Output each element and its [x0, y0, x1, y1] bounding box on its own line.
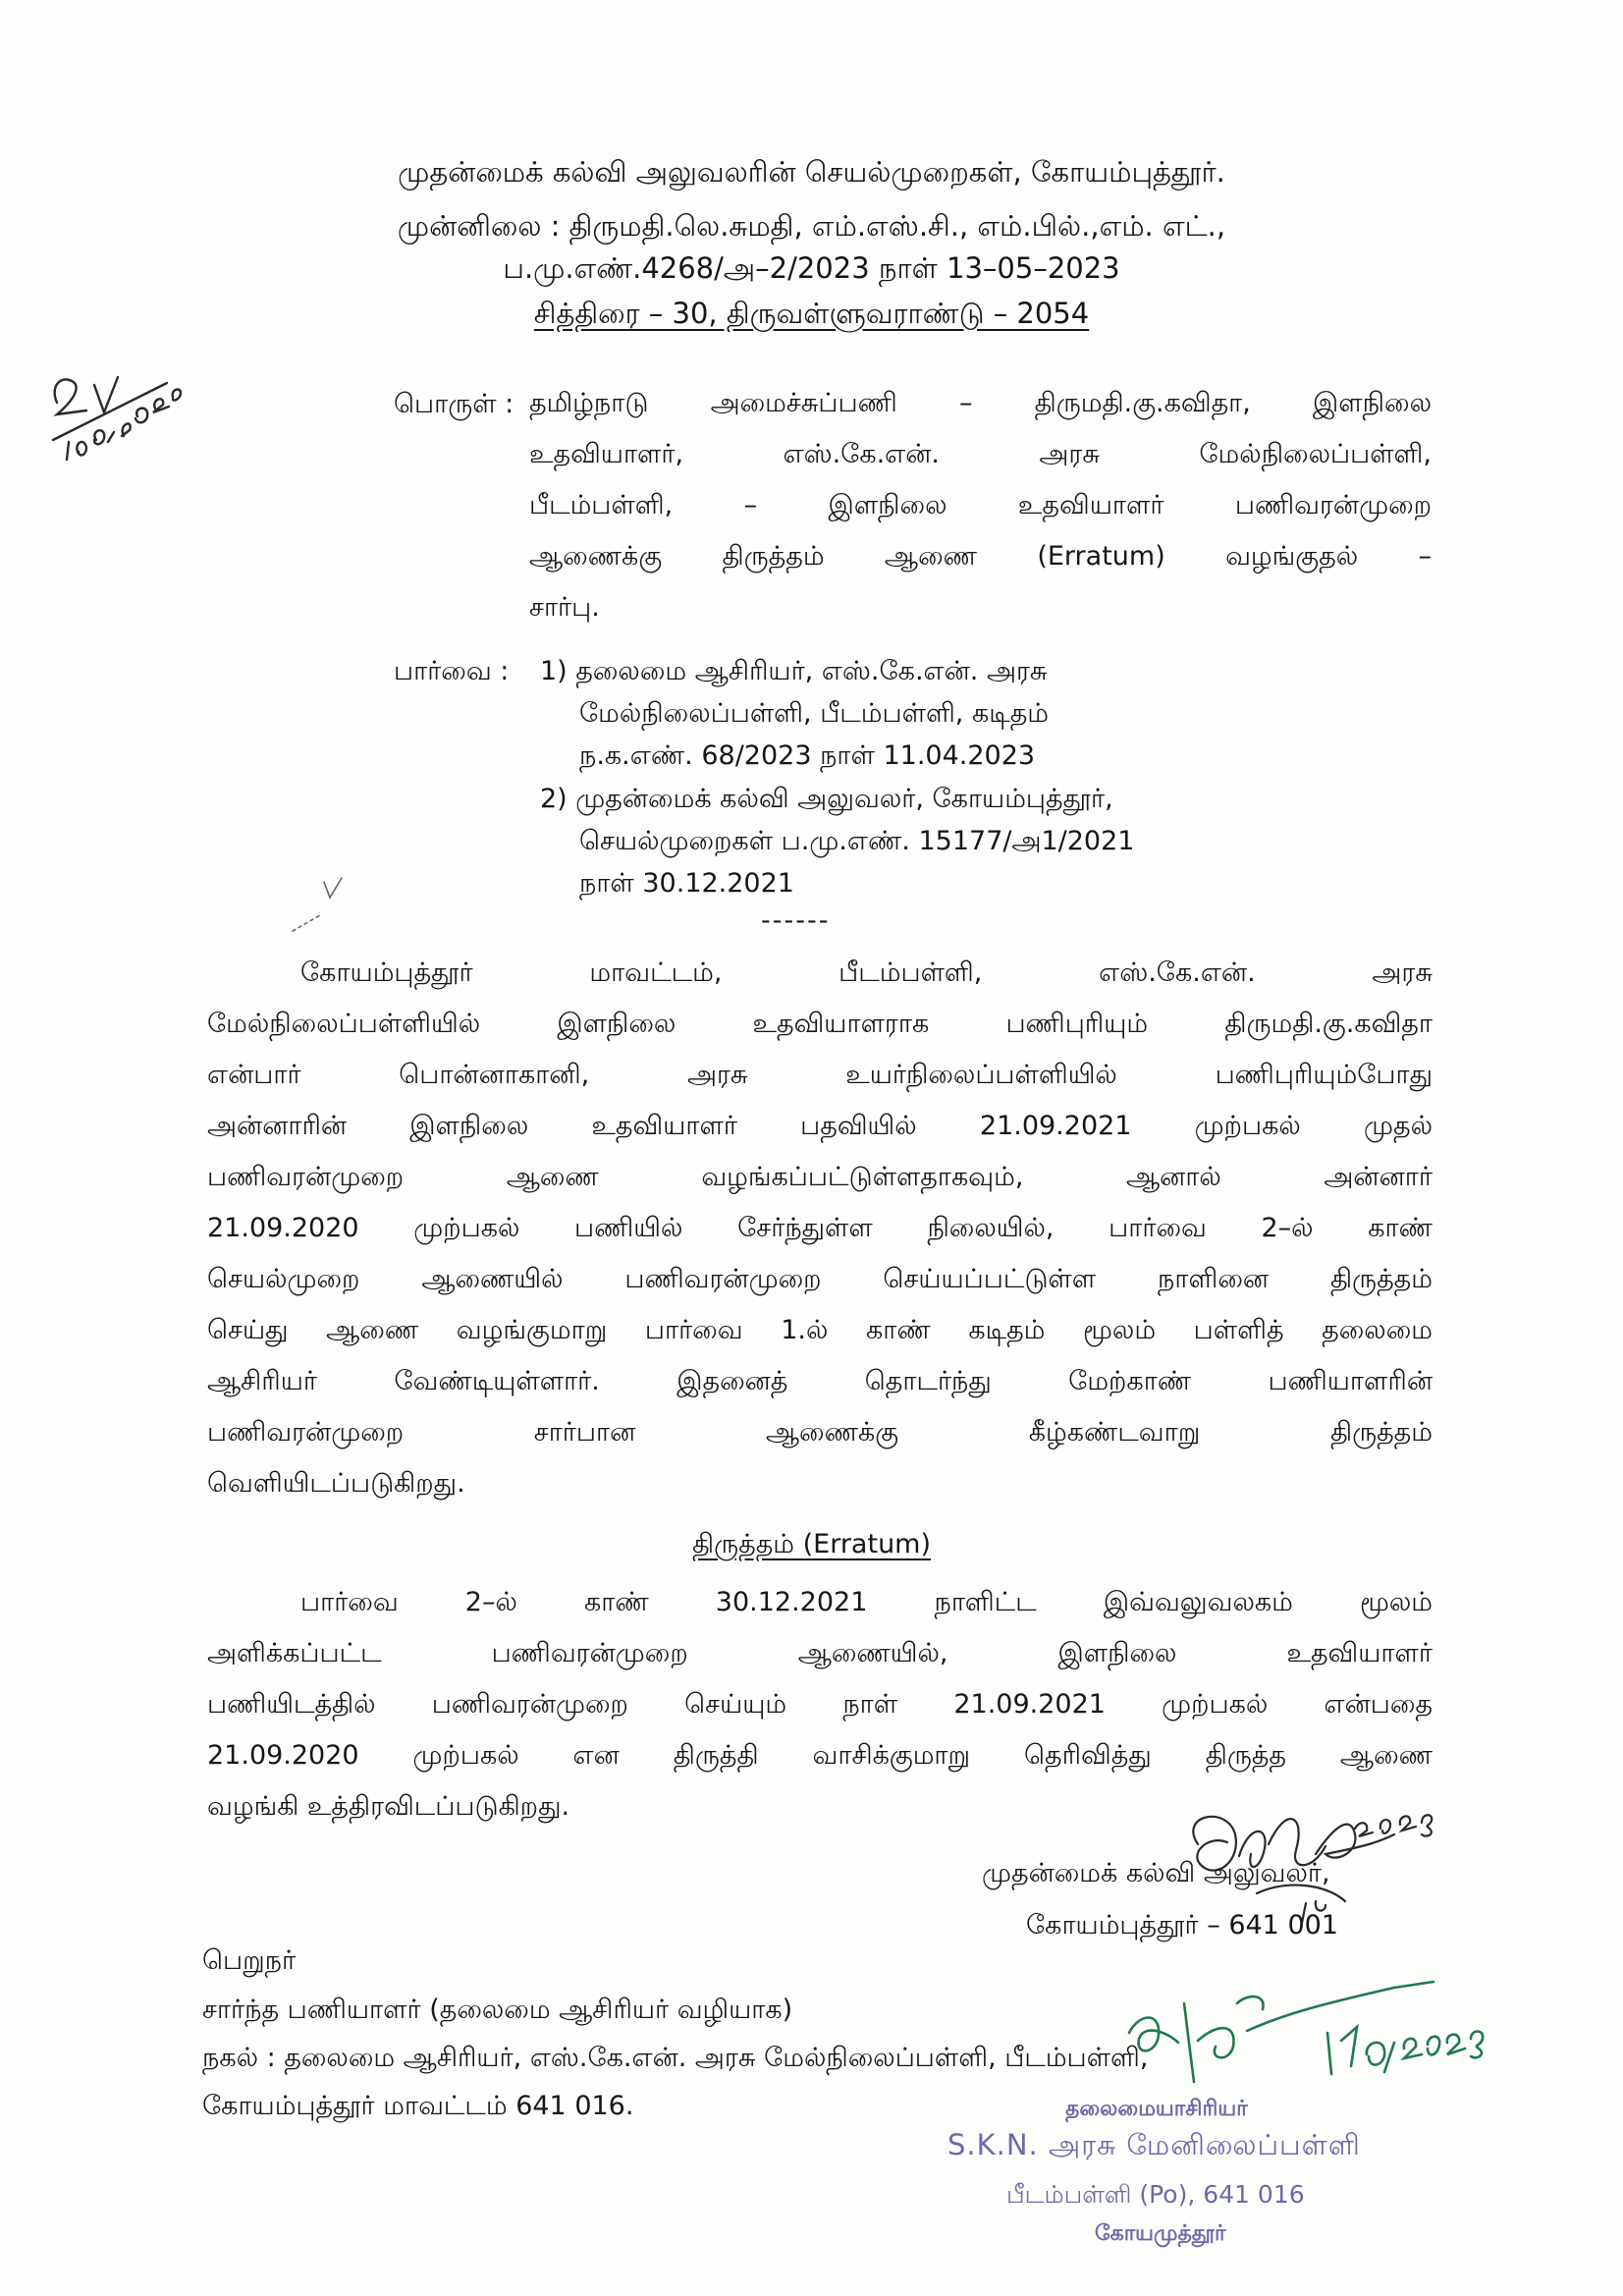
tamil-date-line — [0, 297, 1623, 334]
body-line: செயல்முறை ஆணையில் பணிவரன்முறை செய்யப்பட்டுள்ள நாளினை திருத்தம் — [207, 1264, 1433, 1294]
erratum-line: பணியிடத்தில் பணிவரன்முறை செய்யும் நாள் 21.09.2021 முற்பகல் என்பதை — [207, 1689, 1433, 1720]
proceedings-number: ப.மு.எண்.4268/அ–2/2023 நாள் 13–05–2023 — [503, 251, 1120, 285]
reference-1-line: மேல்நிலைப்பள்ளி, பீடம்பள்ளி, கடிதம் — [579, 698, 1050, 729]
reference-1-line: 1) தலைமை ஆசிரியர், எஸ்.கே.என். அரசு — [540, 656, 1048, 686]
subject-line: பீடம்பள்ளி, – இளநிலை உதவியாளர் பணிவரன்முறை — [529, 490, 1432, 520]
reference-2-line: நாள் 30.12.2021 — [579, 868, 794, 899]
signatory-place: கோயம்புத்தூர் – 641 001 — [1026, 1910, 1338, 1941]
erratum-line: பார்வை 2–ல் காண் 30.12.2021 நாளிட்ட இவ்வலுவலகம் மூலம் — [300, 1587, 1433, 1617]
stamp-line-1: தலைமையாசிரியர் — [1065, 2097, 1248, 2121]
erratum-heading-text: திருத்தம் (Erratum) — [691, 1529, 932, 1559]
body-line: செய்து ஆணை வழங்குமாறு பார்வை 1.ல் காண் கடிதம் மூலம் பள்ளித் தலைமை — [207, 1315, 1433, 1345]
body-line: வெளியிடப்படுகிறது. — [207, 1468, 465, 1499]
body-line: மேல்நிலைப்பள்ளியில் இளநிலை உதவியாளராக பணிபுரியும் திருமதி.கு.கவிதா — [207, 1009, 1433, 1039]
signatory-title: முதன்மைக் கல்வி அலுவலர், — [982, 1858, 1330, 1888]
tamil-date-text: சித்திரை – 30, திருவள்ளுவராண்டு – 2054 — [533, 297, 1090, 330]
body-line: ஆசிரியர் வேண்டியுள்ளார். இதனைத் தொடர்ந்து மேற்காண் பணியாளரின் — [207, 1366, 1433, 1396]
erratum-line: 21.09.2020 முற்பகல் என திருத்தி வாசிக்குமாறு தெரிவித்து திருத்த ஆணை — [207, 1740, 1433, 1771]
reference-2-line: 2) முதன்மைக் கல்வி அலுவலர், கோயம்புத்தூர், — [540, 784, 1113, 814]
body-paragraph — [207, 948, 1433, 1509]
subject-line: சார்பு. — [529, 592, 600, 623]
headmaster-green-signature — [1100, 1964, 1502, 2102]
recipient-label: பெறுநர் — [202, 1945, 297, 1976]
subject-line: தமிழ்நாடு அமைச்சுப்பணி – திருமதி.கு.கவிதா, இளநிலை — [529, 388, 1432, 418]
body-line: அன்னாரின் இளநிலை உதவியாளர் பதவியில் 21.09.2021 முற்பகல் முதல் — [207, 1111, 1433, 1141]
erratum-line: அளிக்கப்பட்ட பணிவரன்முறை ஆணையில், இளநிலை உதவியாளர் — [207, 1638, 1433, 1668]
margin-tick-mark — [285, 872, 363, 941]
handwritten-initials-date — [39, 334, 206, 471]
subject-line: ஆணைக்கு திருத்தம் ஆணை (Erratum) வழங்குதல் – — [529, 541, 1432, 572]
body-line: பணிவரன்முறை சார்பான ஆணைக்கு கீழ்கண்டவாறு திருத்தம் — [207, 1417, 1433, 1448]
stamp-address: பீடம்பள்ளி (Po), 641 016 — [1006, 2180, 1305, 2209]
erratum-heading — [0, 1529, 1623, 1563]
copy-to-line: கோயம்புத்தூர் மாவட்டம் 641 016. — [202, 2091, 634, 2121]
office-title: முதன்மைக் கல்வி அலுவலரின் செயல்முறைகள், கோயம்புத்தூர். — [398, 155, 1225, 189]
body-line: கோயம்புத்தூர் மாவட்டம், பீடம்பள்ளி, எஸ்.கே.என். அரசு — [300, 957, 1433, 988]
body-line: என்பார் பொன்னாகானி, அரசு உயர்நிலைப்பள்ளியில் பணிபுரியும்போது — [207, 1060, 1433, 1090]
subject-line: உதவியாளர், எஸ்.கே.என். அரசு மேல்நிலைப்பள்ளி, — [529, 439, 1432, 469]
erratum-line: வழங்கி உத்திரவிடப்படுகிறது. — [207, 1791, 570, 1822]
body-line: 21.09.2020 முற்பகல் பணியில் சேர்ந்துள்ள நிலையில், பார்வை 2–ல் காண் — [207, 1213, 1433, 1243]
reference-label: பார்வை : — [394, 656, 510, 686]
stamp-school-name: S.K.N. அரசு மேனிலைப்பள்ளி — [947, 2128, 1361, 2161]
recipient-to: சார்ந்த பணியாளர் (தலைமை ஆசிரியர் வழியாக) — [202, 1995, 793, 2025]
copy-to-line: நகல் : தலைமை ஆசிரியர், எஸ்.கே.என். அரசு மேல்நிலைப்பள்ளி, பீடம்பள்ளி, — [202, 2043, 1149, 2073]
reference-2-line: செயல்முறைகள் ப.மு.எண். 15177/அ1/2021 — [579, 826, 1135, 856]
stamp-district: கோயமுத்தூர் — [1095, 2221, 1226, 2246]
subject-text — [529, 378, 1432, 633]
reference-1-line: ந.க.எண். 68/2023 நாள் 11.04.2023 — [579, 740, 1036, 771]
subject-label: பொருள் : — [394, 389, 514, 419]
body-line: பணிவரன்முறை ஆணை வழங்கப்பட்டுள்ளதாகவும், ஆனால் அன்னார் — [207, 1162, 1433, 1192]
presence-line: முன்னிலை : திருமதி.லெ.சுமதி, எம்.எஸ்.சி., எம்.பில்.,எம். எட்., — [397, 209, 1226, 243]
separator: ------ — [761, 905, 831, 936]
